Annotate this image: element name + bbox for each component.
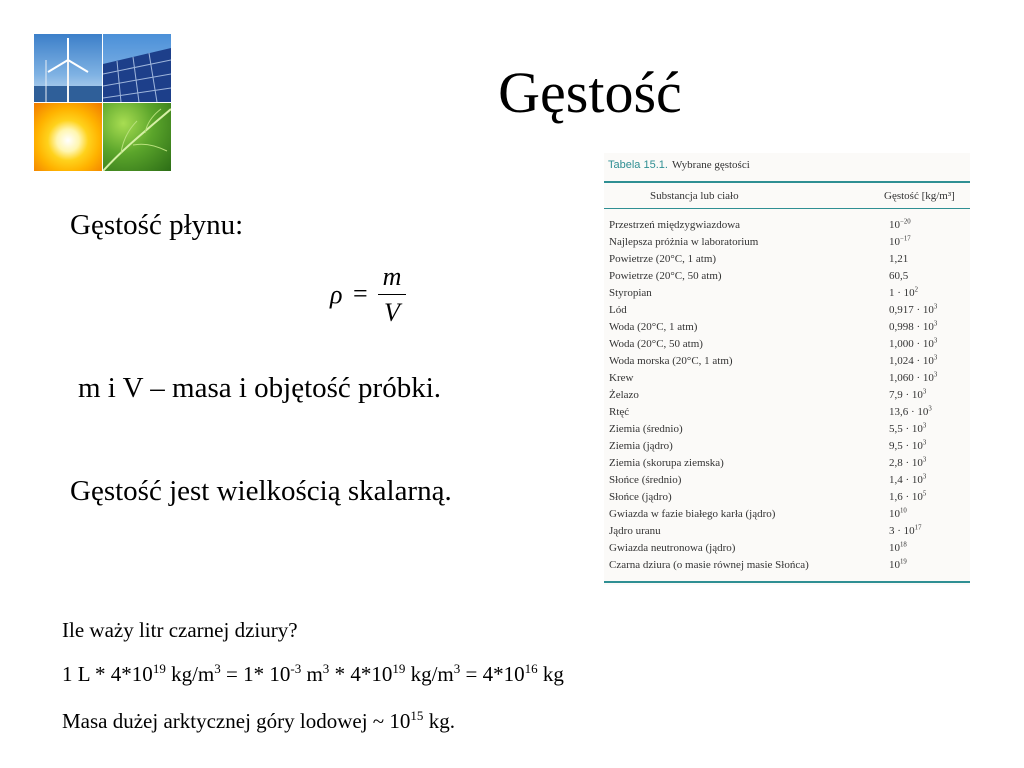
wind-turbine-tile: [34, 34, 102, 102]
table-row: [604, 268, 970, 285]
table-row: [604, 217, 970, 234]
leaf-tile: [103, 103, 171, 171]
substance-cell: Słońce (średnio): [609, 474, 682, 486]
table-row: [604, 489, 970, 506]
density-cell: 1,21: [889, 253, 909, 265]
density-cell: $1,024 \cdot 10^3$: [889, 354, 938, 367]
substance-cell: Żelazo: [609, 389, 639, 401]
substance-cell: Ziemia (średnio): [609, 423, 683, 435]
substance-cell: Jądro uranu: [609, 525, 661, 537]
density-cell: $10^{-20}$: [889, 218, 911, 231]
table-top-rule: [604, 181, 970, 183]
substance-cell: Krew: [609, 372, 634, 384]
substance-cell: Ziemia (skorupa ziemska): [609, 457, 724, 469]
formula-numerator: m: [382, 262, 402, 291]
table-bottom-rule: [604, 581, 970, 583]
table-row: [604, 455, 970, 472]
substance-cell: Styropian: [609, 287, 652, 299]
substance-cell: Ziemia (jądro): [609, 440, 673, 452]
iceberg-text: Masa dużej arktycznej góry lodowej ~ $10^{15}$ kg.: [62, 708, 455, 733]
table-row: [604, 523, 970, 540]
substance-cell: Powietrze (20°C, 50 atm): [609, 270, 722, 282]
substance-cell: Przestrzeń międzygwiazdowa: [609, 219, 741, 231]
table-row: [604, 472, 970, 489]
density-cell: $3 \cdot 10^{17}$: [889, 524, 922, 537]
substance-cell: Lód: [609, 304, 627, 316]
scalar-text: Gęstość jest wielkością skalarną.: [70, 475, 452, 507]
density-cell: $0,917 \cdot 10^3$: [889, 303, 938, 316]
table-row: [604, 319, 970, 336]
logo-image: [34, 34, 171, 171]
density-cell: $5,5 \cdot 10^3$: [889, 422, 927, 435]
column-header-substance: Substancja lub ciało: [650, 190, 739, 202]
substance-cell: Słońce (jądro): [609, 491, 672, 503]
density-cell: $13,6 \cdot 10^3$: [889, 405, 932, 418]
density-formula: [330, 262, 410, 332]
table-header-rule: [604, 208, 970, 209]
formula-equals: =: [353, 279, 368, 308]
mass-volume-text: m i V – masa i objętość próbki.: [78, 372, 442, 404]
table-row: [604, 234, 970, 251]
substance-cell: Czarna dziura (o masie równej masie Słońca): [609, 559, 809, 571]
column-header-density: Gęstość [kg/m³]: [884, 190, 955, 202]
table-body: [604, 217, 970, 574]
density-cell: $0,998 \cdot 10^3$: [889, 320, 938, 333]
table-row: [604, 370, 970, 387]
density-cell: $10^{-17}$: [889, 235, 911, 248]
formula-rho: ρ: [330, 280, 343, 309]
density-cell: $7,9 \cdot 10^3$: [889, 388, 927, 401]
density-cell: $1,4 \cdot 10^3$: [889, 473, 927, 486]
table-row: [604, 540, 970, 557]
table-row: [604, 404, 970, 421]
table-row: [604, 557, 970, 574]
table-row: [604, 336, 970, 353]
substance-cell: Gwiazda neutronowa (jądro): [609, 542, 736, 554]
substance-cell: Najlepsza próżnia w laboratorium: [609, 236, 759, 248]
table-row: [604, 387, 970, 404]
formula-denominator: V: [384, 298, 400, 327]
slide-title: Gęstość: [498, 60, 682, 125]
substance-cell: Woda morska (20°C, 1 atm): [609, 355, 733, 367]
table-row: [604, 438, 970, 455]
density-cell: $10^{18}$: [889, 541, 907, 554]
density-cell: $10^{10}$: [889, 507, 907, 520]
table-row: [604, 506, 970, 523]
fraction-bar: [378, 294, 406, 295]
density-table: [604, 153, 970, 585]
table-caption-label: Tabela 15.1.: [608, 159, 668, 171]
table-row: [604, 421, 970, 438]
density-cell: $1,000 \cdot 10^3$: [889, 337, 938, 350]
table-row: [604, 251, 970, 268]
density-cell: $2,8 \cdot 10^3$: [889, 456, 927, 469]
table-row: [604, 302, 970, 319]
density-cell: $9,5 \cdot 10^3$: [889, 439, 927, 452]
solar-panel-tile: [103, 34, 171, 102]
fluid-density-label: Gęstość płynu:: [70, 209, 244, 241]
substance-cell: Woda (20°C, 50 atm): [609, 338, 703, 350]
density-cell: $10^{19}$: [889, 558, 907, 571]
calculation-text: 1 L * $4*10^{19}$ $kg/m^3 = 1*$ $10^{-3}$ $m^3 * 4*10^{19}$ $kg/m^3 = 4*10^{16}$ kg: [62, 661, 564, 686]
substance-cell: Woda (20°C, 1 atm): [609, 321, 698, 333]
substance-cell: Powietrze (20°C, 1 atm): [609, 253, 717, 265]
substance-cell: Gwiazda w fazie białego karła (jądro): [609, 508, 776, 520]
question-text: Ile waży litr czarnej dziury?: [62, 618, 298, 642]
density-cell: 60,5: [889, 270, 909, 282]
density-cell: $1,060 \cdot 10^3$: [889, 371, 938, 384]
table-row: [604, 285, 970, 302]
table-caption-desc: Wybrane gęstości: [671, 159, 750, 171]
table-row: [604, 353, 970, 370]
sun-tile: [34, 103, 102, 171]
substance-cell: Rtęć: [609, 406, 630, 418]
density-cell: $1 \cdot 10^2$: [889, 286, 919, 299]
table-caption: [608, 159, 750, 171]
density-cell: $1,6 \cdot 10^5$: [889, 490, 927, 503]
